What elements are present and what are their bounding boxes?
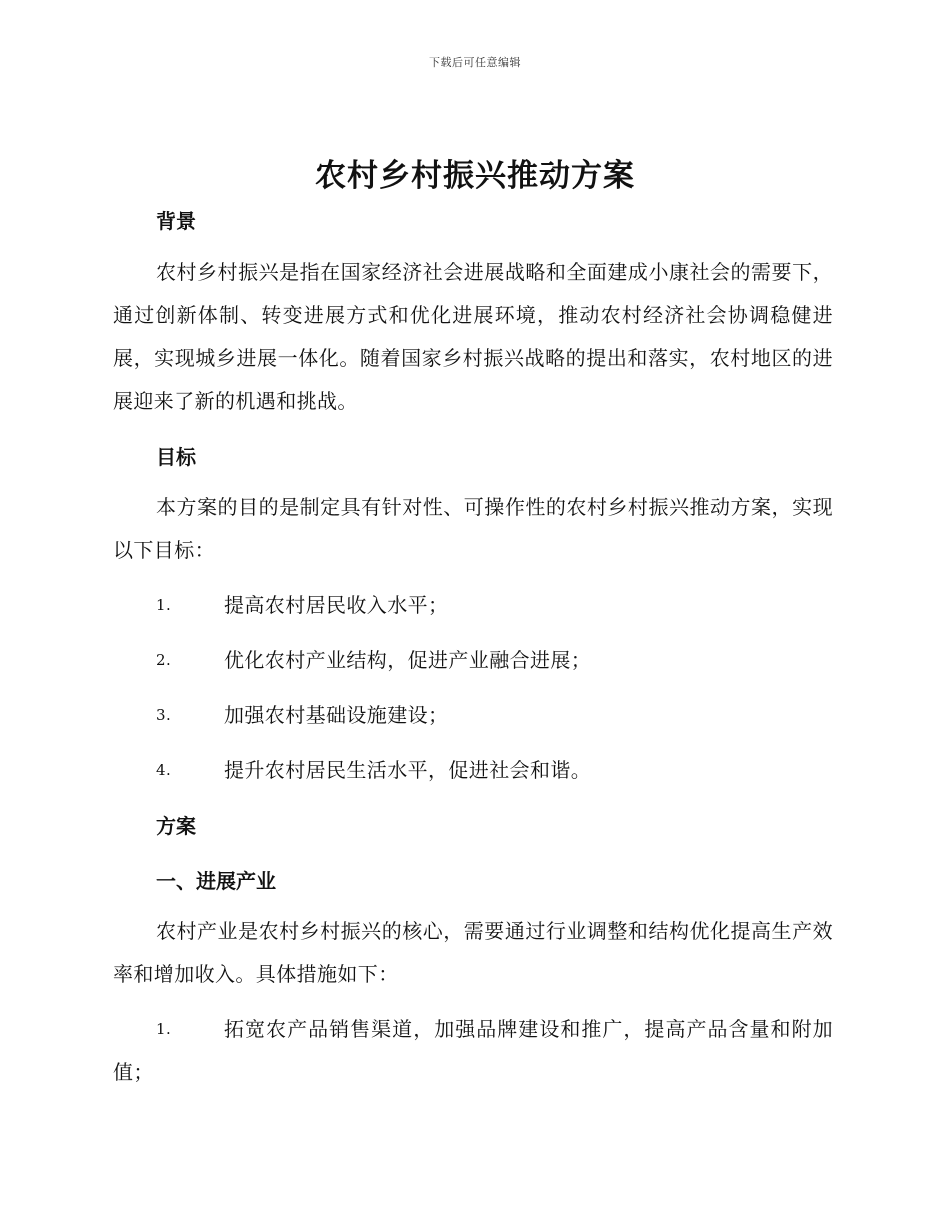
list-item [113, 584, 833, 627]
list-text: 提高农村居民收入水平； [224, 593, 449, 617]
list-item [113, 1008, 833, 1094]
section-heading-background: 背景 [156, 209, 196, 233]
list-number: 1. [156, 596, 172, 614]
list-text: 优化农村产业结构，促进产业融合进展； [224, 648, 592, 672]
document-title: 农村乡村振兴推动方案 [315, 158, 635, 194]
list-item [113, 639, 833, 682]
list-number: 2. [156, 651, 172, 669]
section-heading-goal: 目标 [156, 445, 196, 469]
list-item [113, 749, 833, 792]
list-number: 3. [156, 706, 172, 724]
list-item [113, 694, 833, 737]
list-text: 拓宽农产品销售渠道，加强品牌建设和推广，提高产品含量和附加值； [113, 1017, 833, 1084]
paragraph-industry: 农村产业是农村乡村振兴的核心，需要通过行业调整和结构优化提高生产效率和增加收入。具体措施如下： [113, 919, 833, 986]
header-note: 下载后可任意编辑 [429, 56, 521, 69]
section-heading-plan: 方案 [156, 814, 196, 838]
list-text: 提升农村居民生活水平，促进社会和谐。 [224, 758, 592, 782]
list-text: 加强农村基础设施建设； [224, 703, 449, 727]
list-number: 1. [156, 1020, 172, 1038]
paragraph-goal: 本方案的目的是制定具有针对性、可操作性的农村乡村振兴推动方案，实现以下目标： [113, 495, 833, 562]
document-body [113, 200, 833, 1094]
list-number: 4. [156, 761, 172, 779]
paragraph-background: 农村乡村振兴是指在国家经济社会进展战略和全面建成小康社会的需要下，通过创新体制、转变进展方式和优化进展环境，推动农村经济社会协调稳健进展，实现城乡进展一体化。随着国家乡村振兴战略的提出和落实，农村地区的进展迎来了新的机遇和挑战。 [113, 260, 833, 413]
subsection-heading-industry: 一、进展产业 [156, 869, 276, 893]
